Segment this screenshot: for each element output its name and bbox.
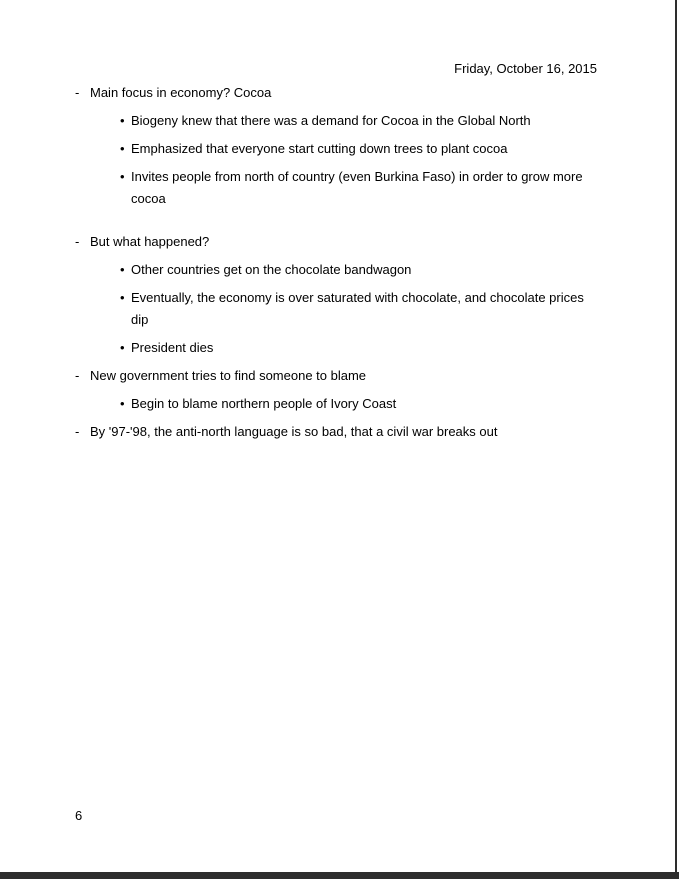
note-text: Begin to blame northern people of Ivory Coast	[131, 396, 397, 411]
page-bottom-border	[0, 872, 679, 879]
dash-bullet: -	[75, 368, 80, 383]
note-subitem	[75, 393, 597, 415]
note-text: But what happened?	[90, 234, 210, 249]
note-subitem	[75, 337, 597, 359]
dot-bullet: •	[120, 262, 125, 277]
dot-bullet: •	[120, 169, 125, 184]
page-right-border	[675, 0, 677, 872]
note-item	[75, 421, 597, 443]
note-text: Eventually, the economy is over saturated with chocolate, and chocolate prices dip	[131, 290, 584, 327]
note-text: New government tries to find someone to blame	[90, 368, 367, 383]
note-subitem	[75, 138, 597, 160]
note-text: Main focus in economy? Cocoa	[90, 85, 272, 100]
note-item	[75, 82, 597, 104]
note-text: By '97-'98, the anti-north language is so bad, that a civil war breaks out	[90, 424, 498, 439]
dot-bullet: •	[120, 340, 125, 355]
note-text: Invites people from north of country (even Burkina Faso) in order to grow more cocoa	[131, 169, 583, 206]
dot-bullet: •	[120, 141, 125, 156]
note-subitem	[75, 110, 597, 132]
note-subitem	[75, 259, 597, 281]
dash-bullet: -	[75, 424, 80, 439]
note-item	[75, 365, 597, 387]
page-content	[75, 58, 597, 449]
dot-bullet: •	[120, 113, 125, 128]
page-number: 6	[75, 808, 83, 823]
note-item	[75, 231, 597, 253]
notes-list	[75, 82, 597, 443]
note-text: Other countries get on the chocolate bandwagon	[131, 262, 412, 277]
dash-bullet: -	[75, 85, 80, 100]
dot-bullet: •	[120, 290, 125, 305]
dot-bullet: •	[120, 396, 125, 411]
dash-bullet: -	[75, 234, 80, 249]
note-subitem	[75, 166, 597, 210]
date-header: Friday, October 16, 2015	[454, 61, 597, 76]
note-text: President dies	[131, 340, 214, 355]
note-text: Emphasized that everyone start cutting down trees to plant cocoa	[131, 141, 508, 156]
note-subitem	[75, 287, 597, 331]
note-text: Biogeny knew that there was a demand for Cocoa in the Global North	[131, 113, 531, 128]
